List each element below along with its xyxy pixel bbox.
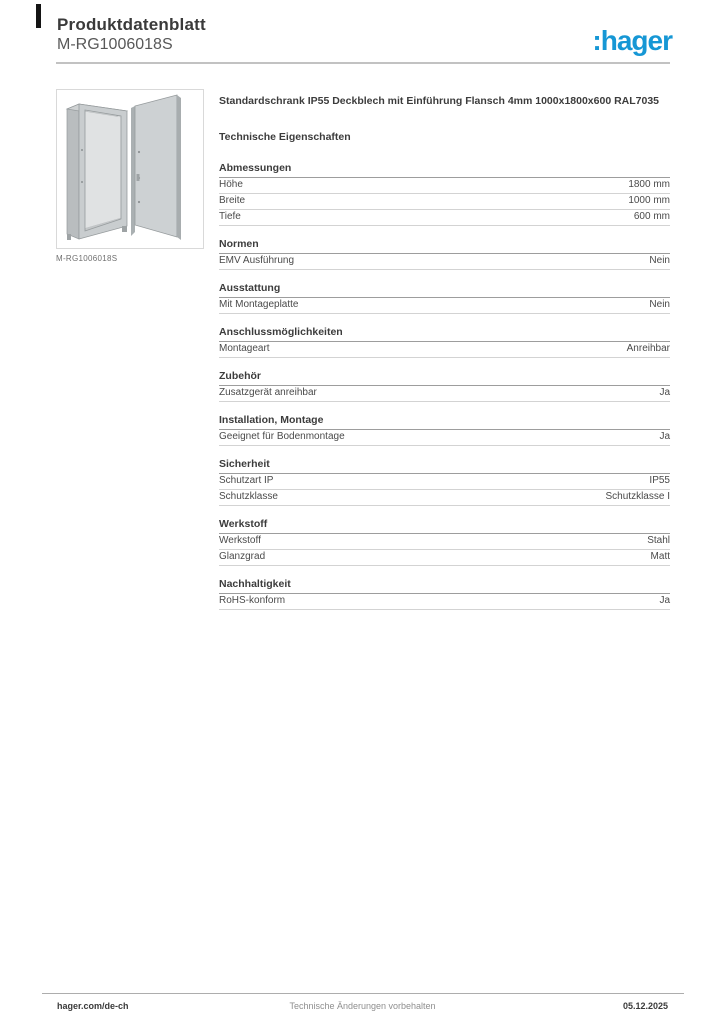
product-image-column (56, 89, 204, 622)
spec-value: Matt (650, 551, 670, 562)
spec-value: Ja (659, 595, 670, 606)
spec-label: Tiefe (219, 211, 241, 222)
spec-label: Glanzgrad (219, 551, 266, 562)
spec-section (219, 578, 670, 610)
page-header (0, 0, 724, 54)
spec-section-title: Installation, Montage (219, 414, 670, 430)
spec-column (219, 89, 670, 622)
spec-value: Schutzklasse I (605, 491, 670, 502)
spec-row (219, 210, 670, 226)
spec-section (219, 326, 670, 358)
enclosure-illustration (57, 90, 204, 248)
spec-row (219, 490, 670, 506)
registration-mark (36, 4, 41, 28)
footer-divider (42, 993, 684, 994)
spec-row (219, 254, 670, 270)
spec-value: Nein (649, 255, 670, 266)
spec-value: 1800 mm (628, 179, 670, 190)
spec-section-title: Nachhaltigkeit (219, 578, 670, 594)
spec-section-title: Abmessungen (219, 162, 670, 178)
spec-row (219, 298, 670, 314)
spec-row (219, 386, 670, 402)
spec-label: Montageart (219, 343, 270, 354)
spec-value: Stahl (647, 535, 670, 546)
tech-properties-heading: Technische Eigenschaften (219, 131, 351, 143)
spec-section (219, 238, 670, 270)
header-text (57, 15, 206, 54)
spec-sections (219, 162, 670, 610)
spec-section (219, 162, 670, 226)
spec-label: Werkstoff (219, 535, 261, 546)
content-area (0, 64, 724, 622)
spec-row (219, 550, 670, 566)
spec-row (219, 534, 670, 550)
spec-value: Nein (649, 299, 670, 310)
spec-label: EMV Ausführung (219, 255, 295, 266)
spec-value: 1000 mm (628, 195, 670, 206)
spec-label: Höhe (219, 179, 243, 190)
spec-row (219, 474, 670, 490)
spec-row (219, 194, 670, 210)
spec-value: Ja (659, 431, 670, 442)
spec-label: Geeignet für Bodenmontage (219, 431, 345, 442)
spec-row (219, 342, 670, 358)
spec-section (219, 282, 670, 314)
footer-disclaimer: Technische Änderungen vorbehalten (289, 1001, 436, 1011)
spec-section-title: Ausstattung (219, 282, 670, 298)
page-footer (42, 993, 684, 1011)
spec-label: Schutzart IP (219, 475, 274, 486)
spec-value: IP55 (649, 475, 670, 486)
spec-label: RoHS-konform (219, 595, 286, 606)
spec-value: Ja (659, 387, 670, 398)
spec-row (219, 430, 670, 446)
spec-section-title: Zubehör (219, 370, 670, 386)
spec-section-title: Normen (219, 238, 670, 254)
spec-row (219, 594, 670, 610)
hager-logo: :hager (592, 25, 672, 56)
spec-value: 600 mm (633, 211, 670, 222)
product-reference: M-RG1006018S (57, 36, 173, 53)
page-title: Produktdatenblatt (57, 15, 206, 34)
spec-section-title: Sicherheit (219, 458, 670, 474)
product-image-caption: M-RG1006018S (56, 254, 118, 263)
footer-date: 05.12.2025 (622, 1001, 669, 1011)
spec-section (219, 414, 670, 446)
spec-label: Schutzklasse (219, 491, 278, 502)
spec-label: Breite (219, 195, 246, 206)
product-title: Standardschrank IP55 Deckblech mit Einführung Flansch 4mm 1000x1800x600 RAL7035 (219, 95, 660, 107)
spec-section (219, 518, 670, 566)
spec-value: Anreihbar (626, 343, 670, 354)
spec-row (219, 178, 670, 194)
spec-label: Mit Montageplatte (219, 299, 299, 310)
spec-section-title: Anschlussmöglichkeiten (219, 326, 670, 342)
footer-website-link[interactable]: hager.com/de-ch (57, 1001, 129, 1011)
spec-label: Zusatzgerät anreihbar (219, 387, 317, 398)
spec-section (219, 370, 670, 402)
spec-section (219, 458, 670, 506)
product-image (56, 89, 204, 249)
spec-section-title: Werkstoff (219, 518, 670, 534)
footer-row (42, 1001, 684, 1011)
